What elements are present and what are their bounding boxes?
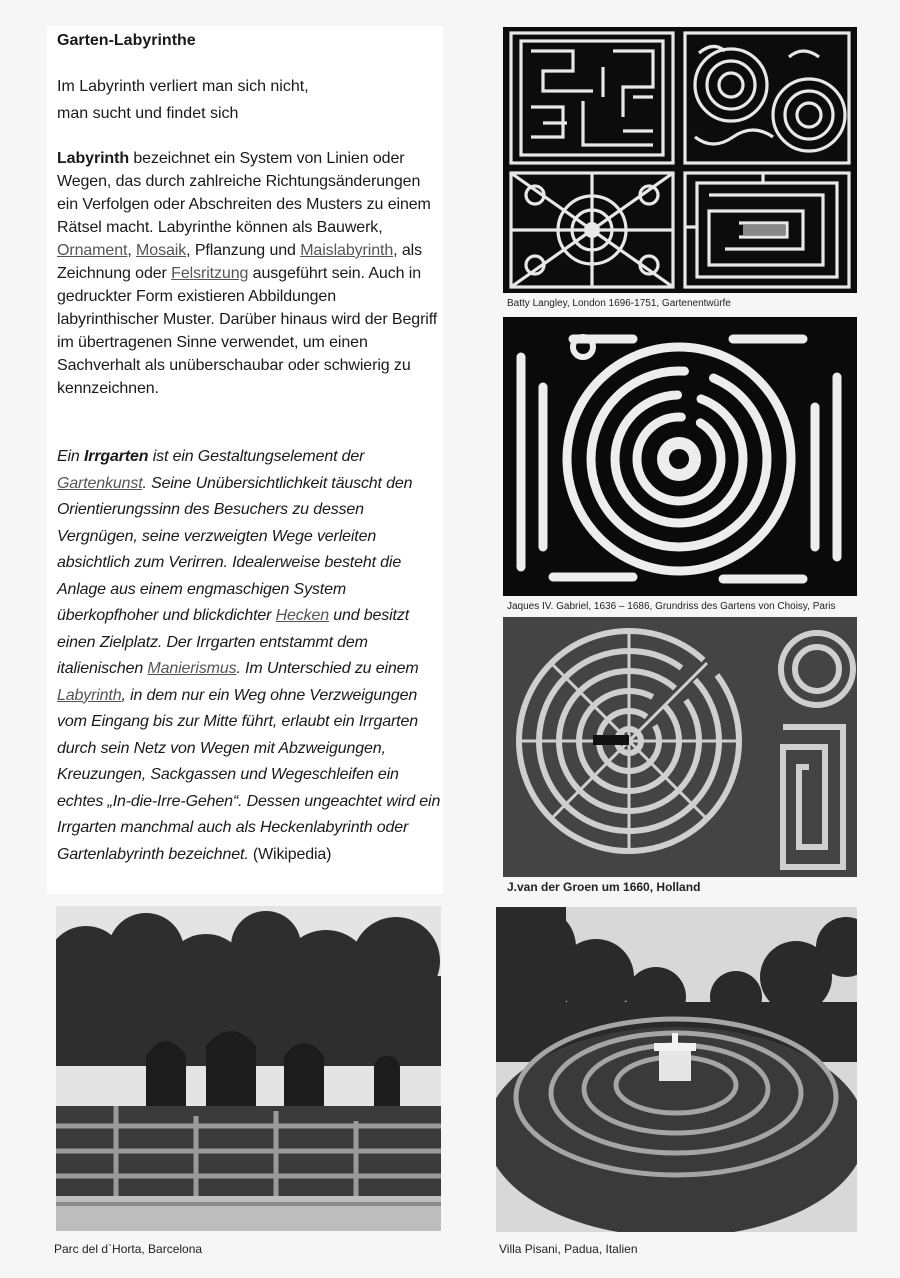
para2-text-5: , in dem nur ein Weg ohne Verzweigungen vom Eingang bis zur Mitte führt, erlaubt ein Irrgarten durch sein Netz von Wegen mit Abzweigungen, Kreuzungen, Sackgassen und Wegeschleifen ein echtes „In-die-Irre-Gehen“. Dessen ungeachtet wird ein Irrgarten manchmal auch als Heckenlabyrinth oder Gartenlabyrinth bezeichnet. bbox=[57, 686, 441, 863]
caption-horta: Parc del d`Horta, Barcelona bbox=[54, 1242, 203, 1256]
link-mosaik[interactable]: Mosaik bbox=[136, 242, 187, 259]
page-title: Garten-Labyrinthe bbox=[57, 32, 196, 49]
groen-maze-drawing bbox=[503, 617, 857, 877]
para2-text-2: . Seine Unübersichtlichkeit täuscht den Orientierungssinn des Besuchers zu dessen Vergnügen, seine verzweigten Wege verleiten absichtlich zum Verirren. Idealerweise besteht die Anlage aus einem engmaschigen System überkopfhoher und blickdichter bbox=[57, 474, 413, 624]
term-irrgarten: Irrgarten bbox=[83, 448, 149, 465]
subtitle bbox=[57, 73, 309, 127]
link-labyrinth[interactable]: Labyrinth bbox=[57, 686, 122, 704]
link-ornament[interactable]: Ornament bbox=[57, 242, 128, 259]
link-gartenkunst[interactable]: Gartenkunst bbox=[57, 474, 143, 492]
subtitle-line-2: man sucht und findet sich bbox=[57, 105, 239, 122]
link-hecken[interactable]: Hecken bbox=[275, 607, 329, 624]
pisani-maze-photo bbox=[496, 907, 857, 1232]
para2-text-3: und besitzt einen Zielplatz. Der Irrgarten entstammt dem italienischen bbox=[57, 607, 409, 677]
para1-text-2: , bbox=[127, 242, 137, 259]
langley-maze-drawing bbox=[503, 27, 857, 293]
labyrinth-paragraph bbox=[57, 147, 441, 400]
para1-text-3: , Pflanzung und bbox=[186, 242, 301, 259]
term-labyrinth: Labyrinth bbox=[57, 150, 129, 167]
irrgarten-paragraph bbox=[57, 444, 441, 868]
source-wikipedia: (Wikipedia) bbox=[248, 845, 332, 863]
link-felsritzung[interactable]: Felsritzung bbox=[171, 265, 249, 282]
link-maislabyrinth[interactable]: Maislabyrinth bbox=[300, 242, 394, 259]
caption-pisani: Villa Pisani, Padua, Italien bbox=[499, 1242, 638, 1256]
para2-text-1: ist ein Gestaltungselement der bbox=[148, 448, 365, 465]
para1-text-4: , als Zeichnung oder bbox=[57, 242, 423, 282]
subtitle-line-1: Im Labyrinth verliert man sich nicht, bbox=[57, 78, 309, 95]
para1-text-1: bezeichnet ein System von Linien oder Wegen, das durch zahlreiche Richtungsänderungen ein Verfolgen oder Abschreiten des Musters zu einem Rätsel macht. Labyrinthe können als Bauwerk, bbox=[57, 150, 431, 236]
gabriel-maze-drawing bbox=[503, 317, 857, 596]
caption-gabriel: Jaques IV. Gabriel, 1636 – 1686, Grundriss des Gartens von Choisy, Paris bbox=[507, 601, 836, 612]
para1-text-5: ausgeführt sein. Auch in gedruckter Form existieren Abbildungen labyrinthischer Muster. Darüber hinaus wird der Begriff im übertragenen Sinne verwendet, um einen Sachverhalt als unüberschaubar oder schwierig zu kennzeichnen. bbox=[57, 265, 438, 397]
caption-groen: J.van der Groen um 1660, Holland bbox=[507, 880, 701, 894]
para2-text-0: Ein bbox=[57, 448, 84, 465]
link-manierismus[interactable]: Manierismus bbox=[147, 660, 237, 677]
caption-langley: Batty Langley, London 1696-1751, Gartenentwürfe bbox=[507, 298, 731, 309]
para2-text-4: . Im Unterschied zu einem bbox=[236, 660, 419, 677]
horta-maze-photo bbox=[56, 906, 441, 1231]
